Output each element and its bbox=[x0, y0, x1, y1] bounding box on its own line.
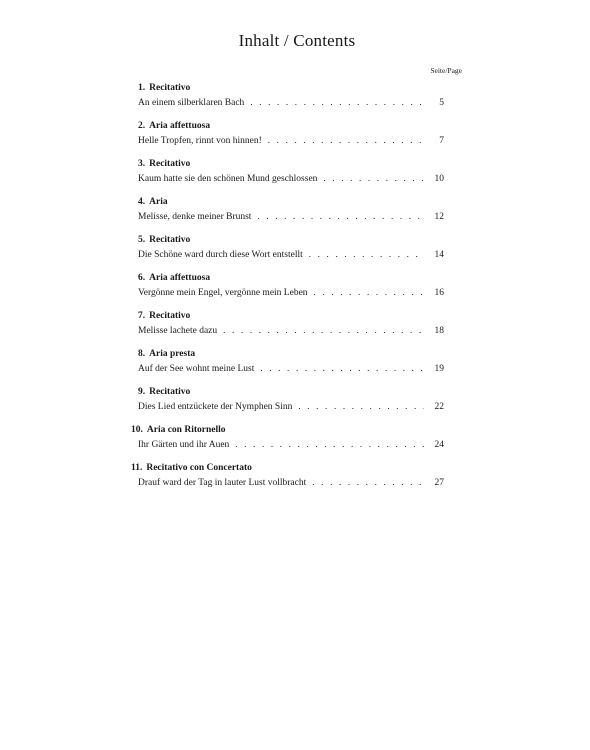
toc-entry-text: Drauf ward der Tag in lauter Lust vollbracht bbox=[138, 478, 307, 488]
toc-entry-number: 11. bbox=[131, 463, 143, 473]
dot-leader bbox=[268, 134, 424, 147]
dot-leader bbox=[235, 438, 424, 451]
toc-entry-text: Vergönne mein Engel, vergönne mein Leben bbox=[138, 288, 308, 298]
toc-entry-page: 5 bbox=[439, 98, 444, 108]
toc-entry-title: Recitativo bbox=[149, 387, 191, 397]
toc-entry-heading bbox=[138, 234, 190, 247]
toc-entry-text: Helle Tropfen, rinnt von hinnen! bbox=[138, 136, 262, 146]
toc-entry[interactable] bbox=[131, 424, 444, 462]
toc-entry-number: 7. bbox=[138, 311, 146, 321]
toc-entry[interactable] bbox=[138, 158, 444, 196]
toc-entry-number: 8. bbox=[138, 349, 146, 359]
toc-entry-page: 10 bbox=[434, 174, 444, 184]
toc-entry-title: Aria affettuosa bbox=[149, 121, 211, 131]
toc-entry[interactable] bbox=[138, 348, 444, 386]
dot-leader bbox=[223, 324, 424, 337]
toc-entry-page: 22 bbox=[434, 402, 444, 412]
toc-entry-line bbox=[138, 362, 444, 376]
toc-entry[interactable] bbox=[138, 234, 444, 272]
dot-leader bbox=[323, 172, 424, 185]
toc-entry-heading bbox=[138, 386, 190, 399]
toc-entry-text: Auf der See wohnt meine Lust bbox=[138, 364, 255, 374]
toc-entry-heading bbox=[138, 82, 190, 95]
toc-entry-page: 12 bbox=[434, 212, 444, 222]
toc-entry-number: 10. bbox=[131, 425, 143, 435]
page-column-label: Seite/Page bbox=[430, 66, 462, 75]
toc-entry-heading bbox=[138, 310, 190, 323]
toc-entry-heading bbox=[131, 462, 252, 475]
toc-entry-title: Recitativo con Concertato bbox=[146, 463, 252, 473]
toc-entry-page: 16 bbox=[434, 288, 444, 298]
toc-entry-heading bbox=[131, 424, 226, 437]
dot-leader bbox=[250, 96, 424, 109]
toc-entry-line bbox=[138, 438, 444, 452]
toc-entry-text: Kaum hatte sie den schönen Mund geschlossen bbox=[138, 174, 318, 184]
toc-entry-line bbox=[138, 210, 444, 224]
dot-leader bbox=[298, 400, 424, 413]
toc-entry-line bbox=[138, 248, 444, 262]
toc-entry-number: 9. bbox=[138, 387, 146, 397]
toc-entry-heading bbox=[138, 272, 210, 285]
dot-leader bbox=[260, 362, 424, 375]
toc-entry-number: 1. bbox=[138, 83, 146, 93]
toc-entry-title: Aria bbox=[149, 197, 168, 207]
toc-entry-heading bbox=[138, 120, 210, 133]
toc-entry-text: Die Schöne ward durch diese Wort entstellt bbox=[138, 250, 303, 260]
toc-entry-title: Aria presta bbox=[149, 349, 196, 359]
toc-entry-number: 2. bbox=[138, 121, 146, 131]
toc-entry-number: 3. bbox=[138, 159, 146, 169]
toc-entry-page: 7 bbox=[439, 136, 444, 146]
toc-entry-number: 5. bbox=[138, 235, 146, 245]
toc-entry-page: 19 bbox=[434, 364, 444, 374]
toc-entry-title: Recitativo bbox=[149, 159, 191, 169]
toc-entry-line bbox=[138, 134, 444, 148]
toc-entry-line bbox=[138, 172, 444, 186]
toc-entry-line bbox=[138, 286, 444, 300]
toc-entry-number: 6. bbox=[138, 273, 146, 283]
toc-entry-text: An einem silberklaren Bach bbox=[138, 98, 245, 108]
toc-entry-heading bbox=[138, 196, 168, 209]
toc-entry[interactable] bbox=[131, 462, 444, 500]
toc-entry-heading bbox=[138, 348, 195, 361]
toc-entry-line bbox=[138, 324, 444, 338]
toc-entry-title: Aria con Ritornello bbox=[146, 425, 226, 435]
toc-entry-title: Recitativo bbox=[149, 83, 191, 93]
toc-entry-title: Recitativo bbox=[149, 235, 191, 245]
page-title: Inhalt / Contents bbox=[238, 31, 356, 50]
toc-entry-line bbox=[138, 400, 444, 414]
toc-entry-title: Aria affettuosa bbox=[149, 273, 211, 283]
toc-entry-page: 24 bbox=[434, 440, 444, 450]
toc-entry-line bbox=[138, 96, 444, 110]
dot-leader bbox=[314, 286, 424, 299]
toc-entry-page: 14 bbox=[434, 250, 444, 260]
toc-entry-number: 4. bbox=[138, 197, 146, 207]
toc-entry-title: Recitativo bbox=[149, 311, 191, 321]
dot-leader bbox=[312, 476, 424, 489]
toc-entry-heading bbox=[138, 158, 190, 171]
toc-entry[interactable] bbox=[138, 386, 444, 424]
toc-entry[interactable] bbox=[138, 120, 444, 158]
toc-entry-text: Melisse lachete dazu bbox=[138, 326, 218, 336]
toc-entry-line bbox=[138, 476, 444, 490]
toc-entry[interactable] bbox=[138, 196, 444, 234]
toc-entry-text: Dies Lied entzückete der Nymphen Sinn bbox=[138, 402, 293, 412]
toc-entry[interactable] bbox=[138, 82, 444, 120]
toc-entry-text: Ihr Gärten und ihr Auen bbox=[138, 440, 230, 450]
table-of-contents bbox=[131, 82, 444, 500]
dot-leader bbox=[257, 210, 424, 223]
toc-entry-page: 18 bbox=[434, 326, 444, 336]
toc-entry-text: Melisse, denke meiner Brunst bbox=[138, 212, 252, 222]
toc-entry[interactable] bbox=[138, 272, 444, 310]
dot-leader bbox=[309, 248, 424, 261]
toc-entry[interactable] bbox=[138, 310, 444, 348]
toc-entry-page: 27 bbox=[434, 478, 444, 488]
